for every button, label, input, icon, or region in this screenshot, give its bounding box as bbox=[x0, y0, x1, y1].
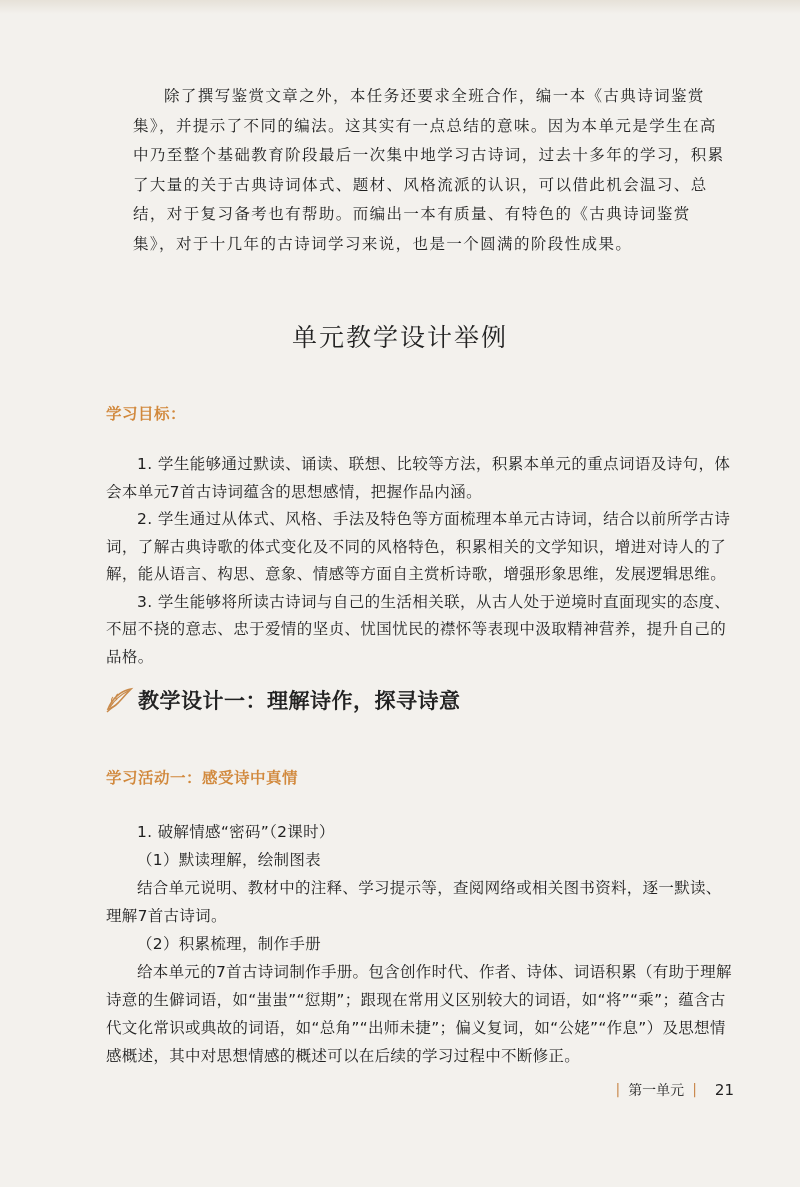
goal-item-1: 1. 学生能够通过默读、诵读、联想、比较等方法，积累本单元的重点词语及诗句，体会本单元7首古诗词蕴含的思想感情，把握作品内涵。 bbox=[106, 455, 731, 501]
footer-divider-left: | bbox=[615, 1082, 621, 1098]
footer-divider-right: | bbox=[692, 1082, 697, 1098]
footer-unit: 第一单元 bbox=[628, 1083, 685, 1099]
activity-substep-1-text: 结合单元说明、教材中的注释、学习提示等，查阅网络或相关图书资料，逐一默读、理解7首古诗词。 bbox=[106, 879, 722, 925]
goal-item-3: 3. 学生能够将所读古诗词与自己的生活相关联，从古人处于逆境时直面现实的态度、不屈不挠的意志、忠于爱情的坚贞、忧国忧民的襟怀等表现中汲取精神营养，提升自己的品格。 bbox=[106, 592, 731, 666]
quill-icon bbox=[104, 685, 134, 715]
activity-substep-2: （2）积累梳理，制作手册 bbox=[137, 935, 321, 953]
goals-label: 学习目标： bbox=[106, 405, 187, 423]
intro-paragraph: 除了撰写鉴赏文章之外，本任务还要求全班合作，编一本《古典诗词鉴赏集》，并提示了不同的编法。这其实有一点总结的意味。因为本单元是学生在高中乃至整个基础教育阶段最后一次集中地学习古诗词，过去十多年的学习，积累了大量的关于古典诗词体式、题材、风格流派的认识，可以借此机会温习、总结，对于复习备考也有帮助。而编出一本有质量、有特色的《古典诗词鉴赏集》，对于十几年的古诗词学习来说，也是一个圆满的阶段性成果。 bbox=[133, 87, 725, 253]
page-footer bbox=[607, 1080, 734, 1100]
activity-label: 学习活动一：感受诗中真情 bbox=[106, 769, 299, 787]
goals-list bbox=[106, 451, 734, 671]
design-heading bbox=[104, 682, 461, 718]
section-title: 单元教学设计举例 bbox=[291, 323, 508, 352]
activity-substep-2-text: 给本单元的7首古诗词制作手册。包含创作时代、作者、诗体、词语积累（有助于理解诗意的生僻词语，如“蚩蚩”“愆期”；跟现在常用义区别较大的词语，如“将”“乘”；蕴含古代文化常识或典故的词语，如“总角”“出师未捷”；偏义复词，如“公姥”“作息”）及思想情感概述，其中对思想情感的概述可以在后续的学习过程中不断修正。 bbox=[106, 963, 732, 1065]
activity-step-1: 1. 破解情感“密码”（2课时） bbox=[137, 823, 335, 841]
goal-item-2: 2. 学生通过从体式、风格、手法及特色等方面梳理本单元古诗词，结合以前所学古诗词，了解古典诗歌的体式变化及不同的风格特色，积累相关的文学知识，增进对诗人的了解，能从语言、构思、意象、情感等方面自主赏析诗歌，增强形象思维，发展逻辑思维。 bbox=[106, 510, 731, 583]
design-title: 教学设计一：理解诗作，探寻诗意 bbox=[138, 689, 461, 713]
top-edge-shadow bbox=[0, 0, 800, 14]
page-number: 21 bbox=[714, 1081, 734, 1099]
activity-substep-1: （1）默读理解，绘制图表 bbox=[137, 851, 321, 869]
activity-content bbox=[106, 818, 734, 1070]
